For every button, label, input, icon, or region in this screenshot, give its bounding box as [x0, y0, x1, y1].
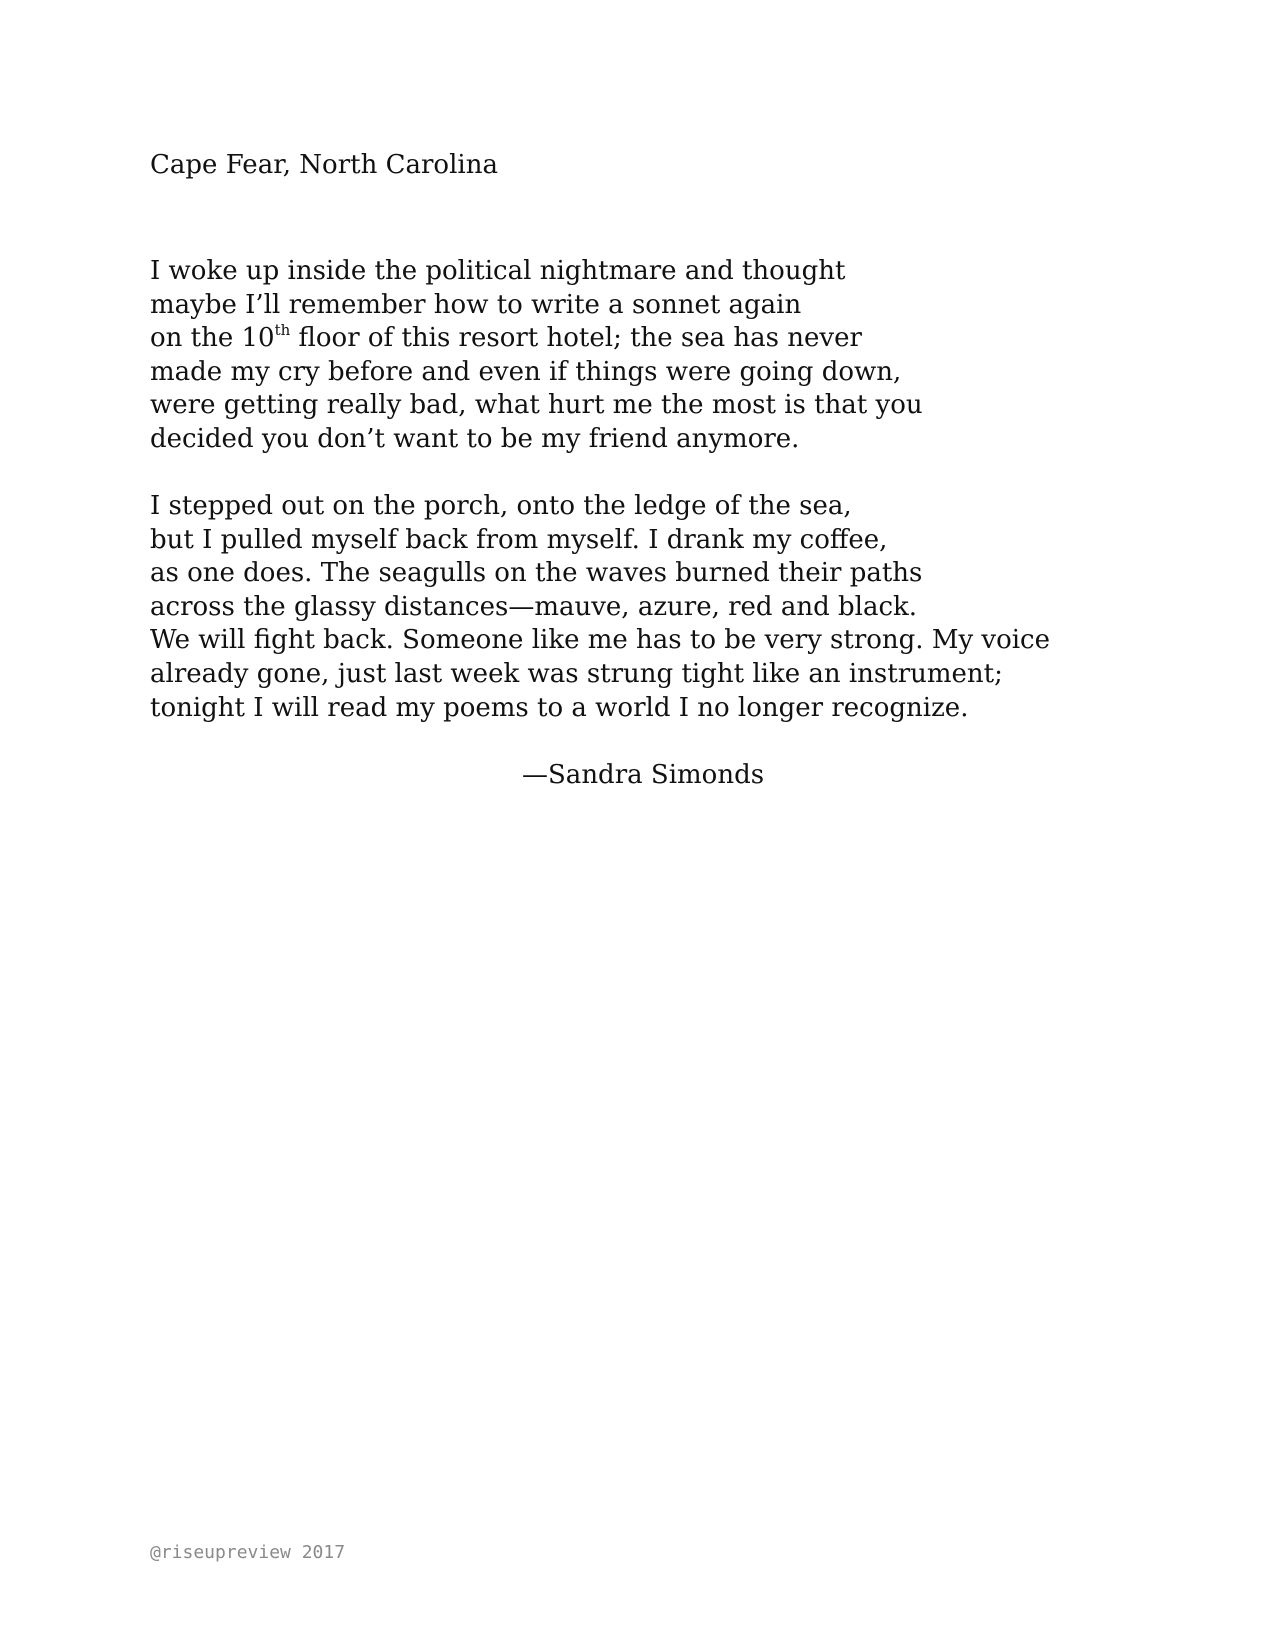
poem-line: but I pulled myself back from myself. I drank my coffee, — [150, 524, 888, 555]
author-signature: —Sandra Simonds — [522, 760, 765, 790]
poem-line-text: on the 10 — [150, 323, 275, 354]
footer-credit: @riseupreview 2017 — [150, 1542, 346, 1563]
poem-line: were getting really bad, what hurt me the most is that you — [150, 390, 923, 421]
poem-line: We will fight back. Someone like me has to be very strong. My voice — [150, 625, 1050, 656]
poem-line: across the glassy distances—mauve, azure, red and black. — [150, 591, 918, 622]
poem-line — [150, 322, 923, 356]
stanza-2 — [150, 490, 1050, 725]
poem-line: tonight I will read my poems to a world I no longer recognize. — [150, 692, 969, 723]
poem-line-text: floor of this resort hotel; the sea has never — [290, 323, 862, 354]
ordinal-suffix: th — [274, 321, 291, 340]
poem-line: already gone, just last week was strung tight like an instrument; — [150, 658, 1003, 689]
poem-line: made my cry before and even if things were going down, — [150, 356, 902, 387]
poem-line: as one does. The seagulls on the waves burned their paths — [150, 558, 923, 589]
poem-line: I woke up inside the political nightmare and thought — [150, 256, 846, 286]
poem-title: Cape Fear, North Carolina — [150, 150, 498, 180]
poem-line: decided you don’t want to be my friend anymore. — [150, 423, 800, 454]
poem-line: maybe I’ll remember how to write a sonnet again — [150, 289, 802, 320]
poem-line: I stepped out on the porch, onto the ledge of the sea, — [150, 491, 852, 521]
stanza-1 — [150, 255, 923, 457]
